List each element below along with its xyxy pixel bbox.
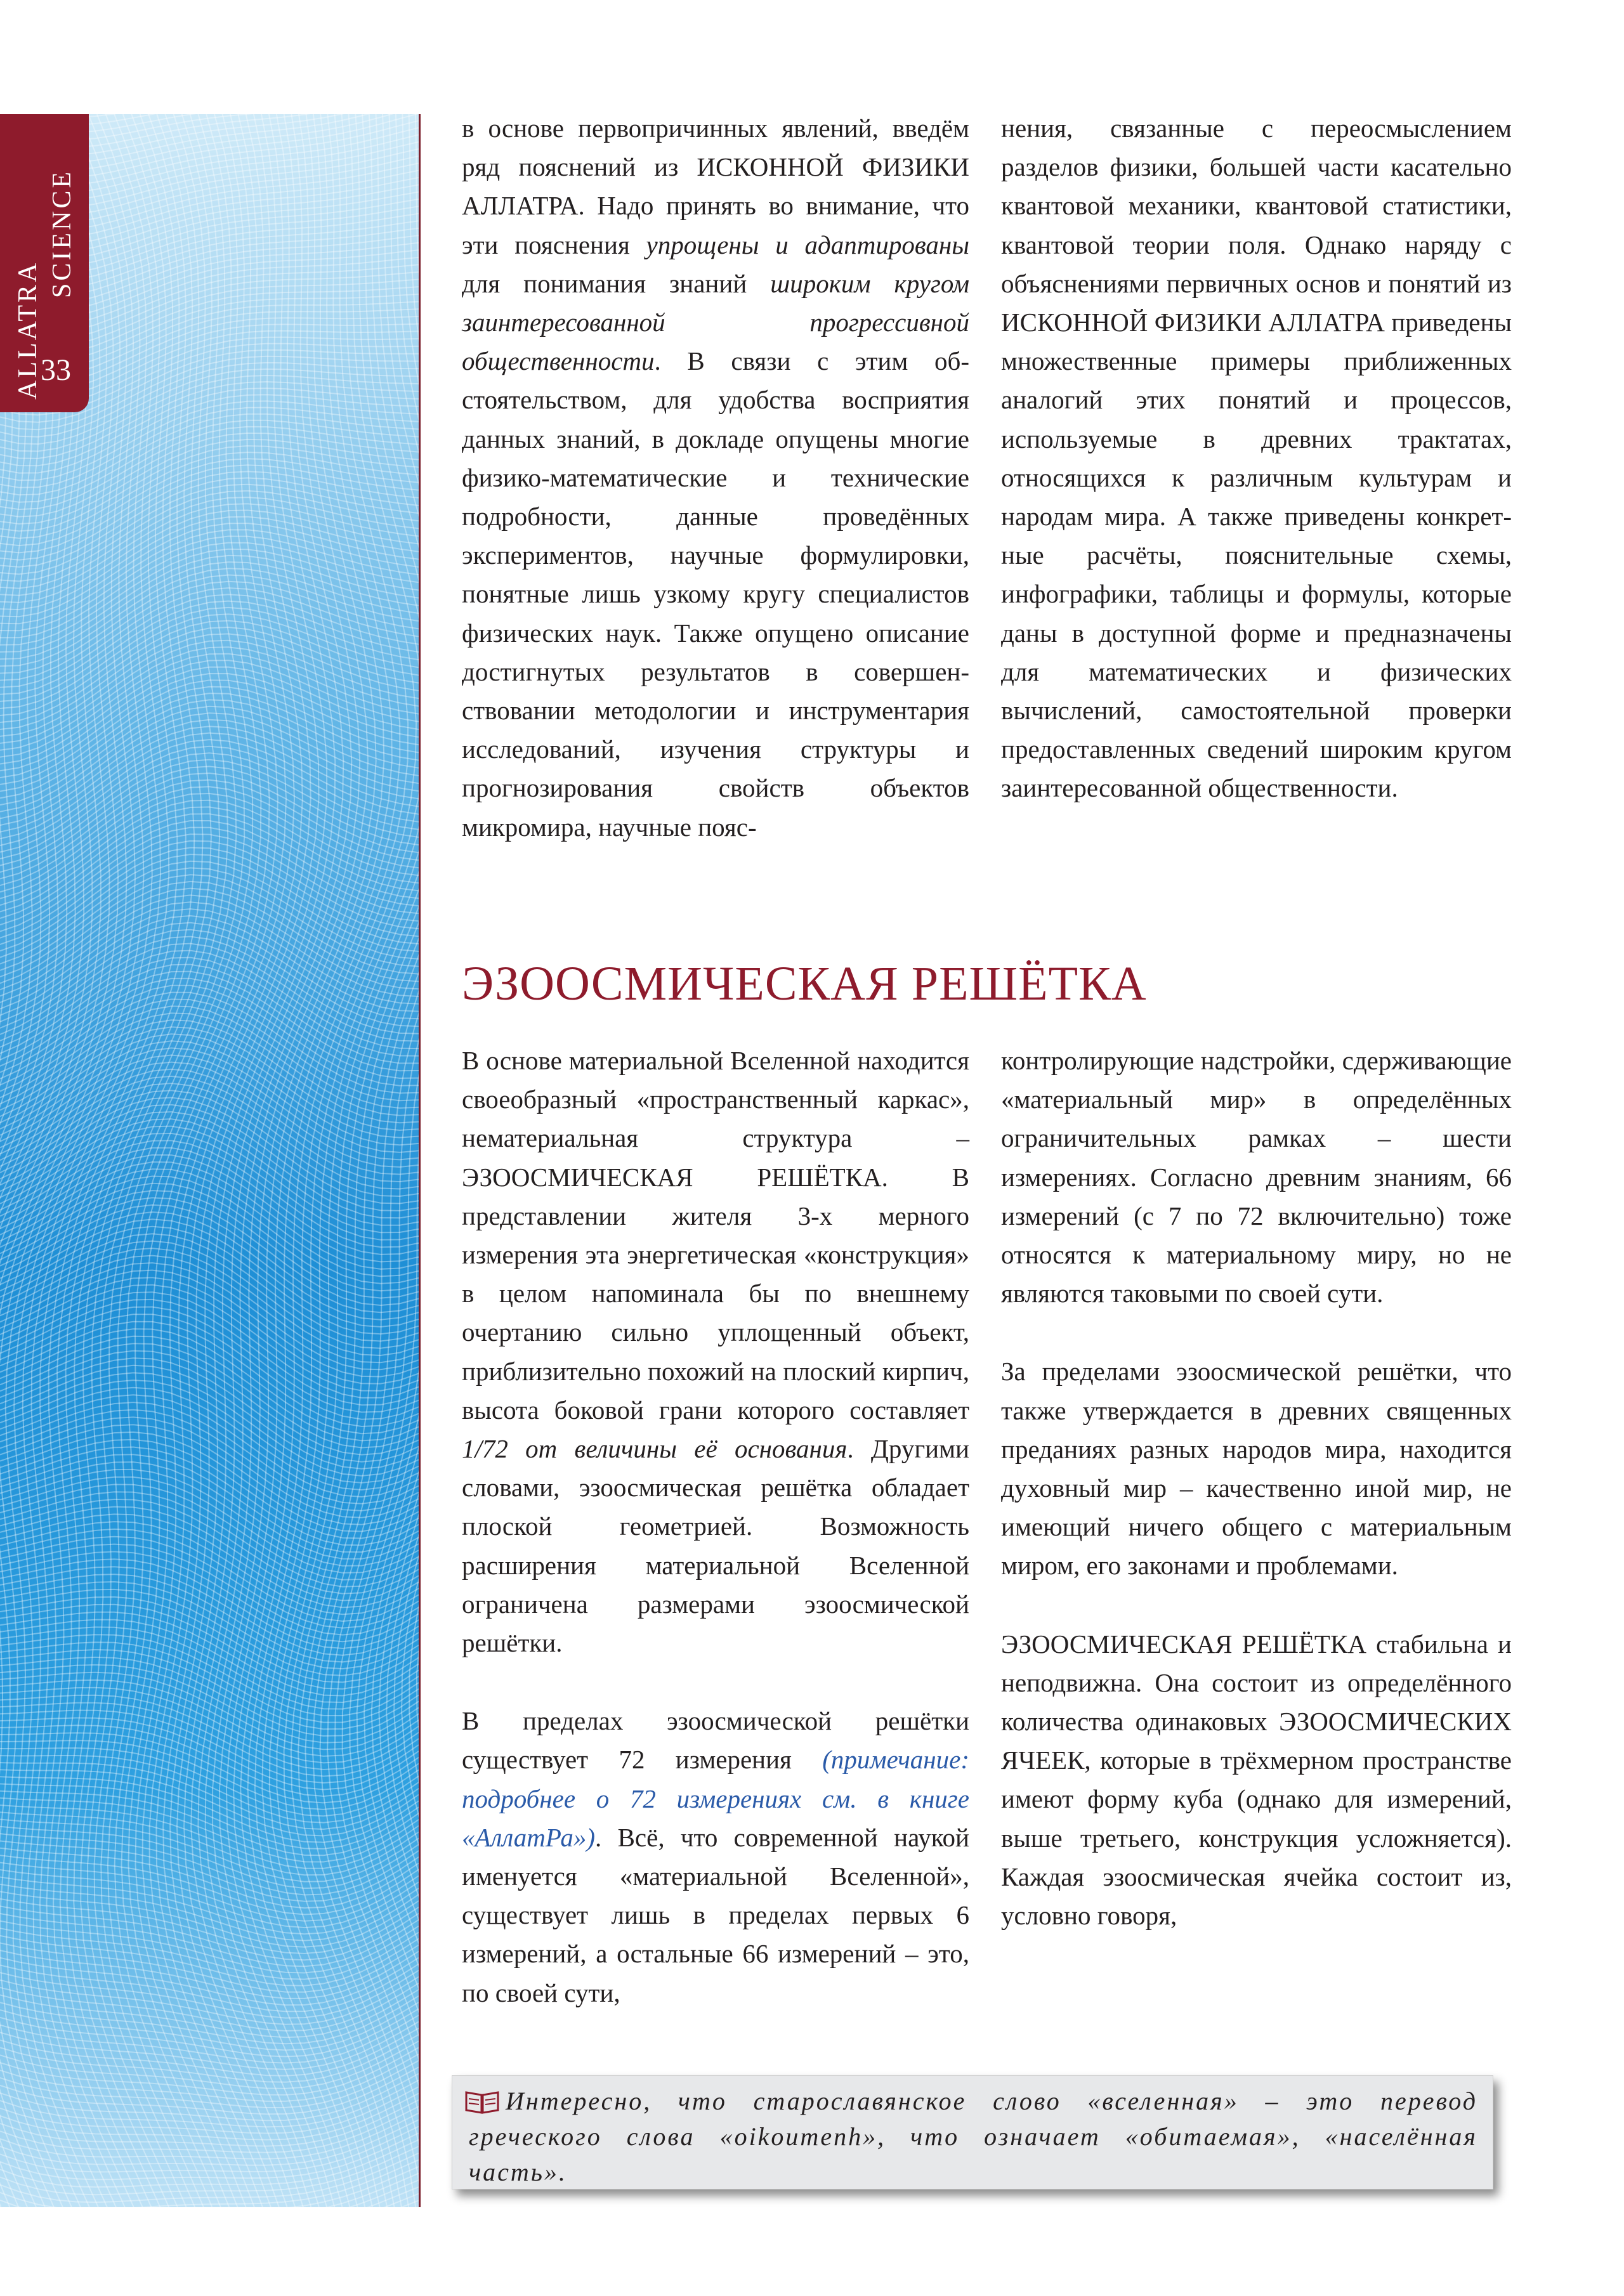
intro-paragraph: в основе первопричинных явлений, введём ряд пояснений из ИСКОННОЙ ФИЗИКИ АЛЛАТРА. Надо принять во внимание, что эти пояснения упрощены и адаптированы для понимания знаний широким кругом заинтересованной прогрессивной общественности. В связи с этим обстоятельством, для удобства восприятия данных знаний, в докладе опущены многие физико-математические и технические подробности, данные проведённых экспериментов, научные формулировки, понятные лишь узкому кругу специалистов физических наук. Также опущено описание достигнутых результатов в совершенствовании методологии и инструментария исследований, изучения структуры и прогнозирования свойств объектов микромира, научные пояс-	[462, 114, 969, 842]
paragraph: ЭЗООСМИЧЕСКАЯ РЕШЁТКА стабильна и неподвижна. Она состоит из определённого количества одинаковых ЭЗООСМИЧЕСКИХ ЯЧЕЕК, которые в трёхмерном пространстве имеют форму куба (однако для измерений, выше третьего, конструкция усложняется). Каждая эзоосмическая ячейка состоит из, условно говоря,	[1001, 1629, 1512, 1931]
paragraph: контролирующие надстройки, сдерживающие «материальный мир» в определённых ограничительных рамках – шести измерениях. Согласно древним знаниям, 66 измерений (с 7 по 72 включительно) тоже относятся к материальному миру, но не являются таковыми по своей сути.	[1001, 1046, 1512, 1308]
section-label: SCIENCE	[48, 169, 77, 298]
paragraph: За пределами эзоосмической решётки, что также утверждается в древних священных преданиях разных народов мира, находится духовный мир – качественно иной мир, не имеющий ничего общего с материальным миром, его законами и проблемами.	[1001, 1357, 1512, 1581]
callout-text: Интересно, что старославянское слово «вселенная» – это перевод греческого слова «oikoumenh», что означает «обитаемая», «населённая часть».	[469, 2087, 1477, 2186]
wave-mesh-background	[0, 114, 419, 2207]
intro-column-left	[462, 109, 969, 847]
paragraph: В основе материальной Вселенной находится своеобразный «пространственный каркас», нематериальная структура – ЭЗООСМИЧЕСКАЯ РЕШЁТКА. В представлении жителя 3-х мерного измерения эта энергетическая «конструкция» в целом напоминала бы по внешнему очертанию сильно уплощенный объект, приблизительно похожий на плоский кирпич, высота боковой грани которого составляет 1/72 от величины её основания. Другими словами, эзоосмическая решётка обладает плоской геометрией. Возможность расширения материальной Вселенной ограничена размерами эзоосмической решётки.	[462, 1046, 969, 1658]
wave-mesh-graphic	[0, 114, 419, 2207]
divider-line	[419, 114, 421, 2207]
section-heading: ЭЗООСМИЧЕСКАЯ РЕШЁТКА	[462, 957, 1147, 1010]
intro-paragraph-cont: нения, связанные с переосмыслением разделов физики, большей части касательно квантовой механики, квантовой статистики, квантовой теории поля. Однако наряду с объяснениями первичных основ и понятий из ИСКОННОЙ ФИЗИКИ АЛЛАТРА приведены множественные примеры приближенных аналогий этих понятий и процессов, используемые в древних трактатах, относящихся к различным культурам и народам мира. А также приведены конкретные расчёты, пояснительные схемы, инфографики, таблицы и формулы, которые даны в доступной форме и предназначены для математических и физических вычислений, самостоятельной проверки предоставленных сведений широким кругом заинтересованной общественности.	[1001, 114, 1512, 803]
section-column-left	[462, 1041, 969, 2012]
intro-column-right	[1001, 109, 1512, 808]
paragraph: В пределах эзоосмической решётки существует 72 измерения (примечание: подробнее о 72 измерениях см. в книге «АллатРа»). Всё, что современной наукой именуется «материальной Вселенной», существует лишь в пределах первых 6 измерений, а остальные 66 измерений – это, по своей сути,	[462, 1706, 969, 2007]
brand-label: ALLATRA	[13, 260, 43, 400]
section-column-right	[1001, 1041, 1512, 1935]
callout-box	[452, 2075, 1493, 2189]
mesh-lines	[0, 114, 419, 2207]
book-reference-note: (примечание: подробнее о 72 измерениях см. в книге «АллатРа»)	[462, 1745, 969, 1852]
page-number: 33	[41, 353, 71, 387]
section-tab	[0, 114, 89, 412]
